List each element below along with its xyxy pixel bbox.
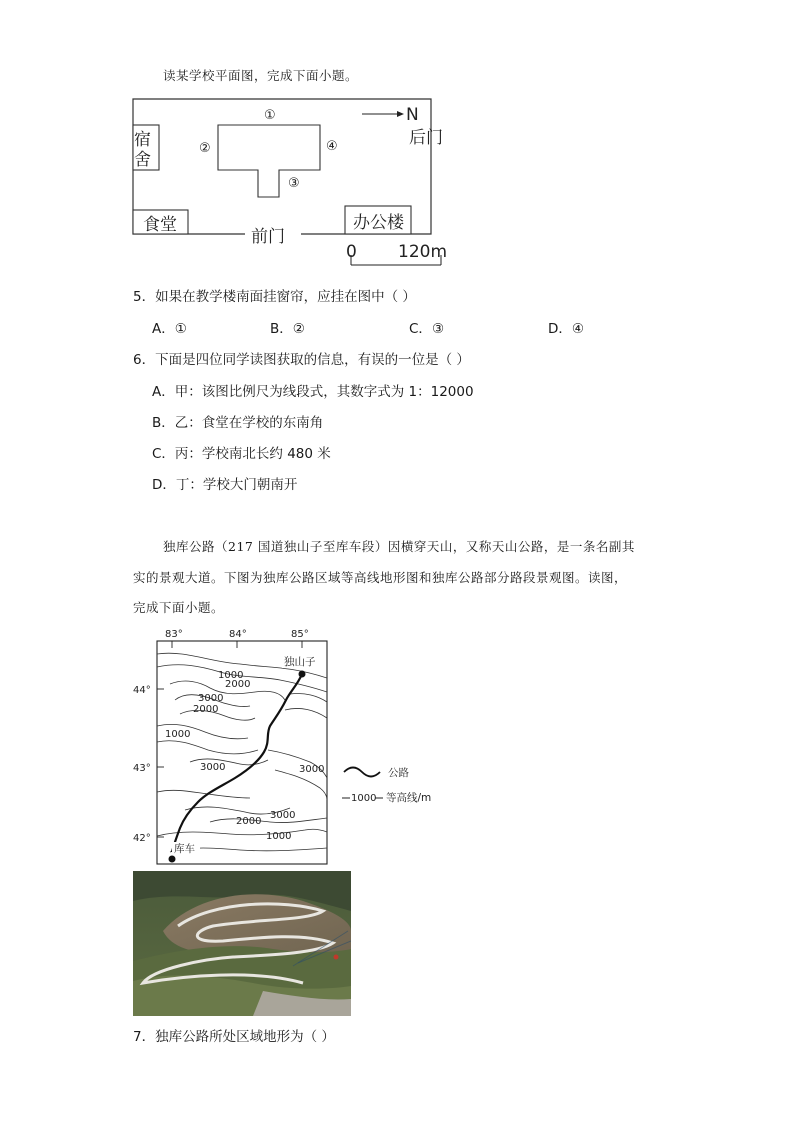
teaching-building bbox=[218, 125, 320, 197]
intro2-line3: 完成下面小题。 bbox=[133, 600, 225, 615]
legend-road-symbol bbox=[344, 768, 380, 777]
marker-2: ② bbox=[199, 141, 211, 156]
q5-option-d-text: ④ bbox=[571, 321, 585, 337]
q6-option-c[interactable]: C．丙：学校南北长约 480 米 bbox=[152, 446, 331, 462]
kuche-point bbox=[169, 856, 176, 863]
q6-option-a[interactable]: A．甲：该图比例尺为线段式，其数字式为 1：12000 bbox=[152, 384, 474, 400]
front-gate-label: 前门 bbox=[251, 227, 285, 247]
q5-option-c-text: ③ bbox=[431, 321, 445, 337]
q5-option-c[interactable] bbox=[409, 317, 444, 337]
north-arrow-head bbox=[397, 111, 404, 117]
q5-option-b-text: ② bbox=[292, 321, 305, 337]
contour-label-3000-c: 3000 bbox=[299, 764, 325, 775]
q5-option-b[interactable] bbox=[270, 317, 305, 337]
lon-84: 84° bbox=[229, 629, 247, 640]
contour-label-1000-top: 1000 bbox=[218, 670, 244, 681]
dushanzi-point bbox=[299, 671, 306, 678]
north-label: N bbox=[406, 105, 419, 125]
contour-label-2000-top: 2000 bbox=[225, 679, 251, 690]
road-landscape-photo bbox=[133, 871, 351, 1016]
canteen-label: 食堂 bbox=[143, 215, 177, 235]
legend-contour-value: 1000 bbox=[351, 793, 377, 804]
q5-option-a-letter: A． bbox=[152, 321, 175, 337]
question-5-stem: 5．如果在教学楼南面挂窗帘，应挂在图中（ ） bbox=[133, 289, 416, 305]
dorm-label-1: 宿 bbox=[134, 130, 151, 150]
q5-option-d-letter: D． bbox=[548, 321, 572, 337]
contour-label-2000-b: 2000 bbox=[193, 704, 219, 715]
contour-label-3000-a: 3000 bbox=[198, 693, 224, 704]
contour-label-2000-c: 2000 bbox=[236, 816, 262, 827]
contour-map bbox=[130, 622, 450, 868]
intro-text: 读某学校平面图，完成下面小题。 bbox=[163, 68, 359, 83]
city-kuche: 库车 bbox=[174, 843, 195, 855]
contour-label-1000-c: 1000 bbox=[266, 831, 292, 842]
lon-85: 85° bbox=[291, 629, 309, 640]
intro2-line2: 实的景观大道。下图为独库公路区域等高线地形图和独库公路部分路段景观图。读图， bbox=[133, 570, 628, 585]
back-gate-label: 后门 bbox=[409, 128, 443, 148]
lat-42: 42° bbox=[133, 833, 151, 844]
contour-label-3000-b: 3000 bbox=[200, 762, 226, 773]
q6-option-d[interactable]: D．丁：学校大门朝南开 bbox=[152, 477, 298, 493]
q5-option-c-letter: C． bbox=[409, 321, 432, 337]
intro2-line1: 独库公路（217 国道独山子至库车段）因横穿天山，又称天山公路，是一条名副其 bbox=[163, 539, 635, 554]
lat-43: 43° bbox=[133, 763, 151, 774]
lat-44: 44° bbox=[133, 685, 151, 696]
q5-option-a-text: ① bbox=[174, 321, 187, 337]
lon-83: 83° bbox=[165, 629, 183, 640]
marker-1: ① bbox=[264, 108, 276, 123]
legend-contour-label: 等高线/m bbox=[386, 792, 432, 804]
question-7-stem: 7．独库公路所处区域地形为（ ） bbox=[133, 1029, 335, 1045]
city-dushanzi: 独山子 bbox=[284, 656, 316, 668]
q5-option-d[interactable] bbox=[548, 317, 584, 337]
scale-start: 0 bbox=[346, 242, 357, 262]
scale-end: 120m bbox=[398, 242, 448, 262]
contour-label-1000-b: 1000 bbox=[165, 729, 191, 740]
legend-road-label: 公路 bbox=[388, 767, 409, 779]
office-label: 办公楼 bbox=[353, 213, 404, 233]
q6-option-b[interactable]: B．乙：食堂在学校的东南角 bbox=[152, 415, 324, 431]
dorm-label-2: 舍 bbox=[134, 150, 151, 170]
marker-4: ④ bbox=[326, 139, 338, 154]
school-plan-diagram bbox=[125, 95, 455, 270]
question-6-stem: 6．下面是四位同学读图获取的信息，有误的一位是（ ） bbox=[133, 352, 470, 368]
contour-label-3000-d: 3000 bbox=[270, 810, 296, 821]
marker-3: ③ bbox=[288, 176, 300, 191]
q5-option-a[interactable] bbox=[152, 317, 187, 337]
q5-option-b-letter: B． bbox=[270, 321, 293, 337]
